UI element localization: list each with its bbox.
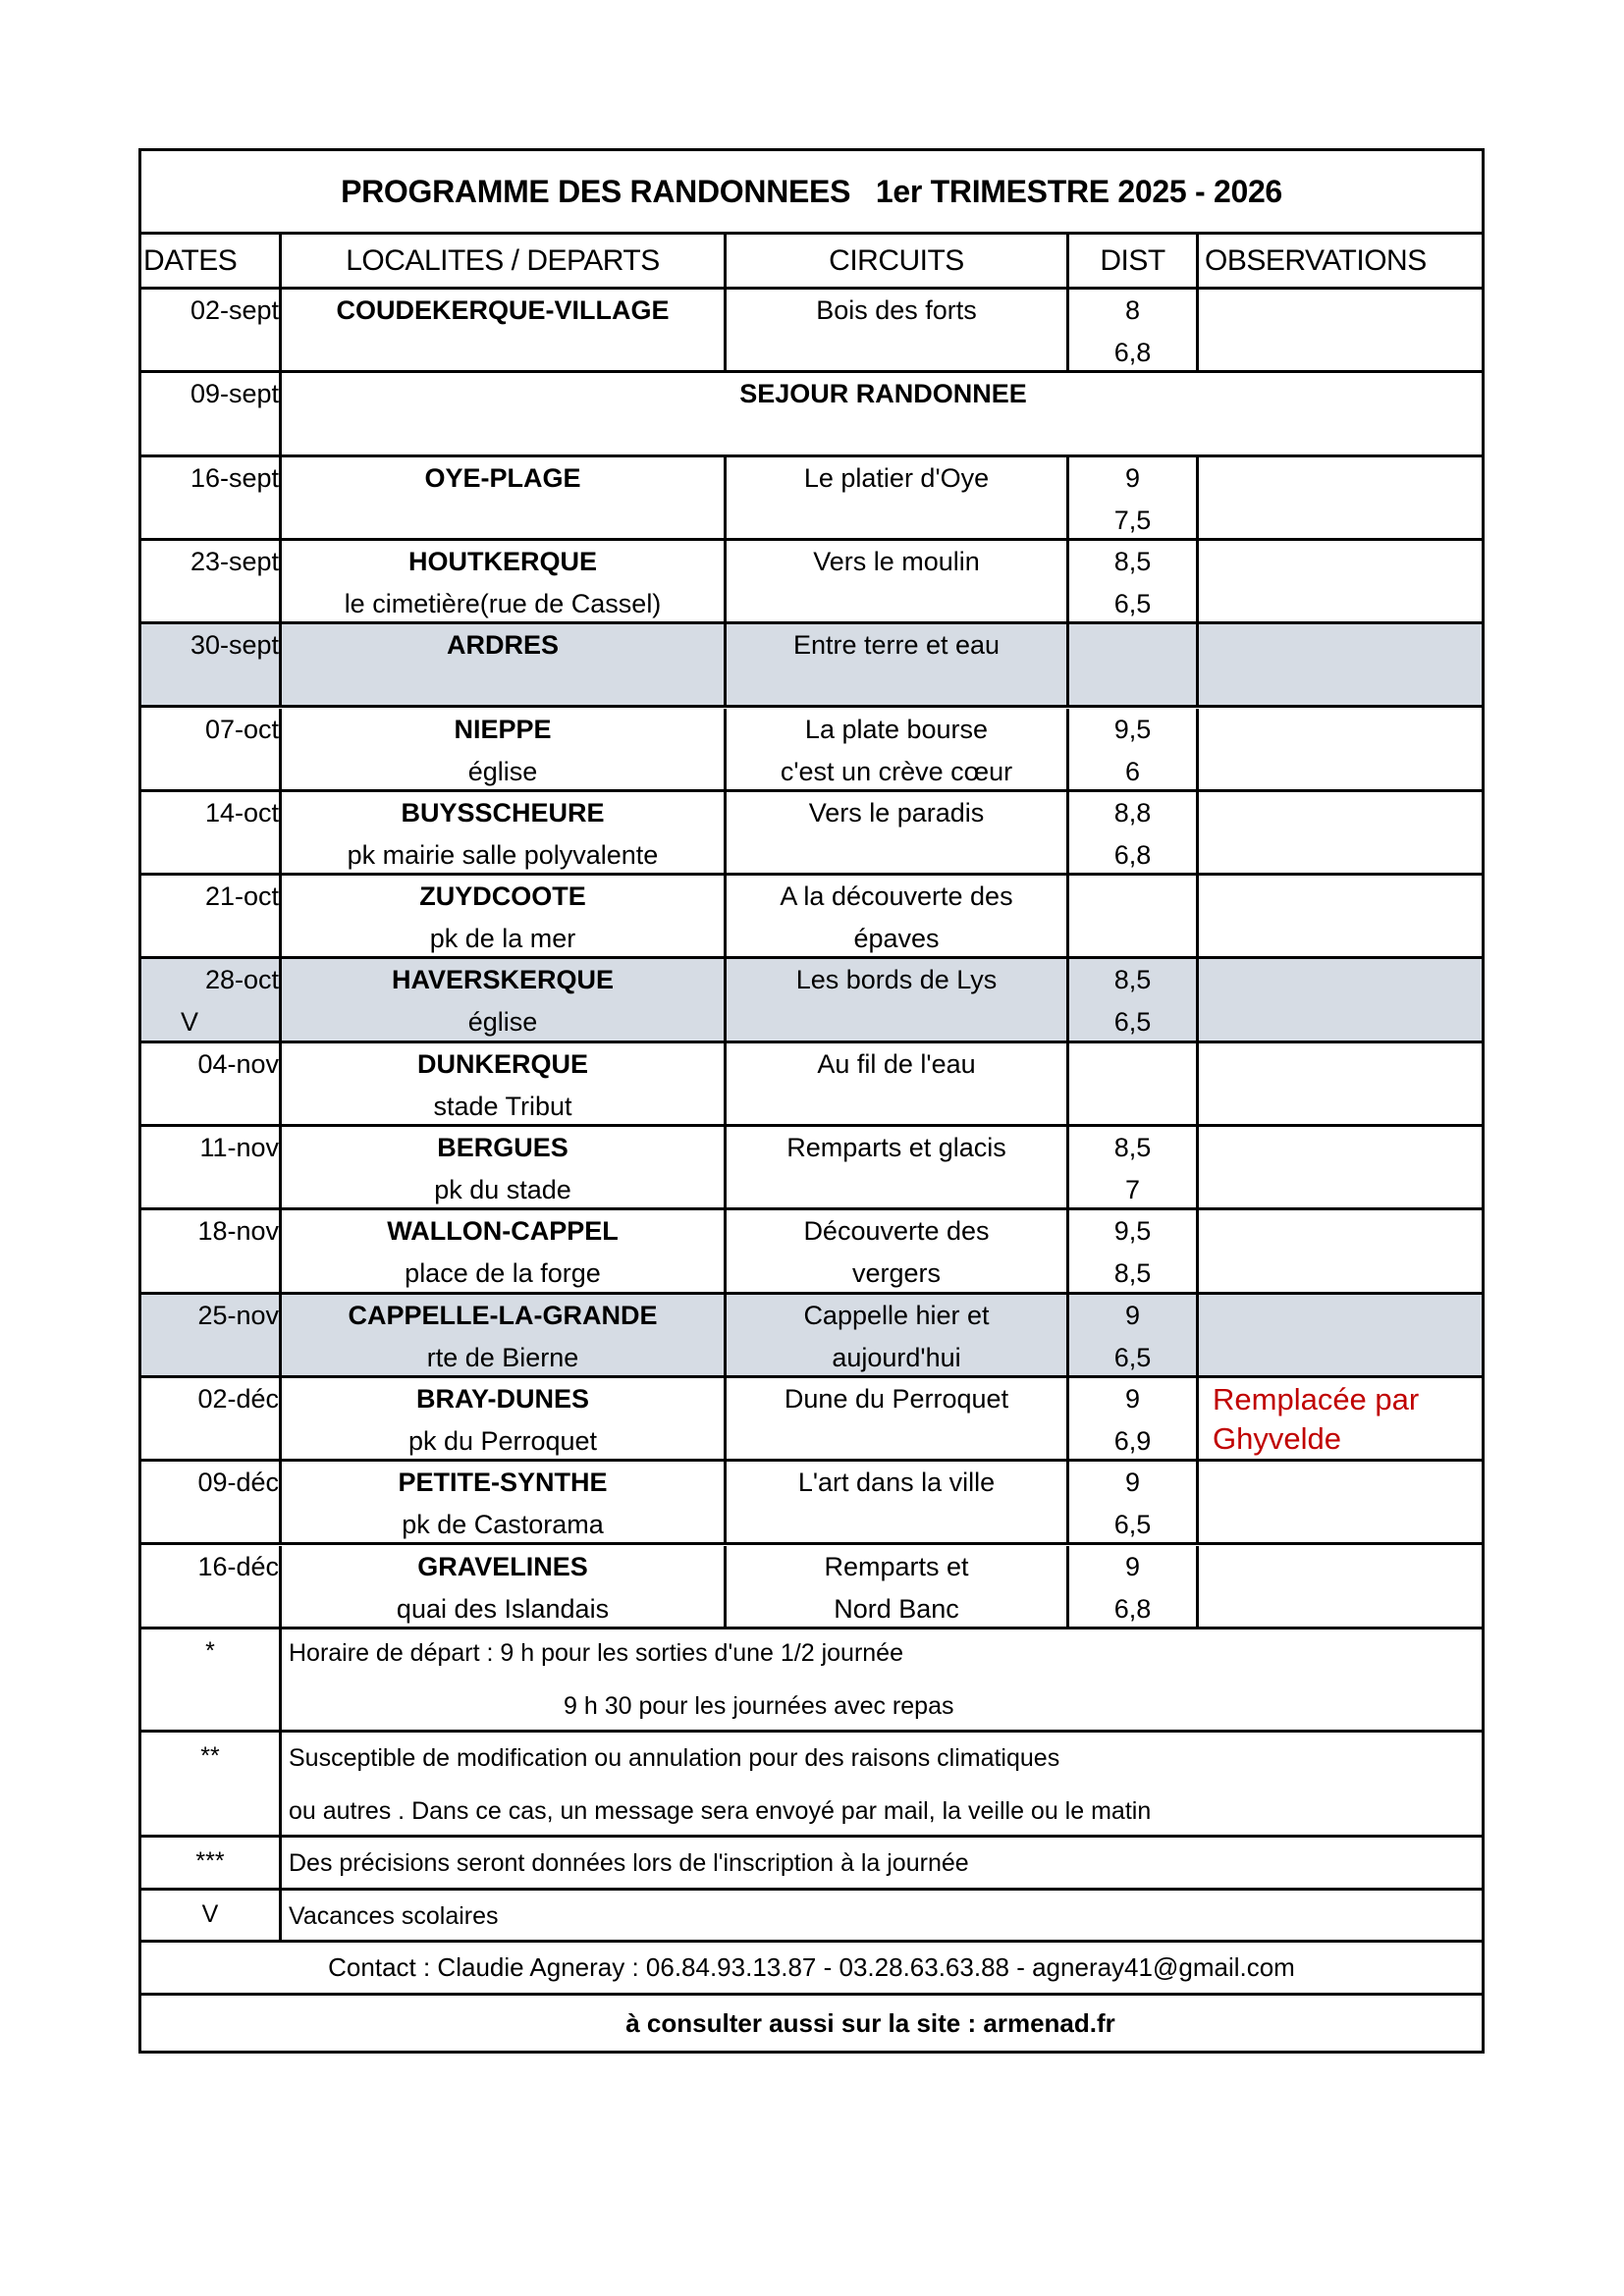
circuit-name-cont: Nord Banc [834, 1593, 959, 1624]
distance-cell [1069, 541, 1199, 621]
circuit-name: Cappelle hier et [803, 1300, 990, 1330]
circuit-name-cont: vergers [851, 1258, 942, 1289]
table-row [141, 373, 1482, 456]
departure-point: pk de Castorama [402, 1510, 604, 1540]
date-cell [141, 373, 282, 454]
distance-cell [1069, 1043, 1199, 1124]
distance-short: 8,5 [1113, 1258, 1152, 1289]
distance-short: 6,5 [1113, 1342, 1152, 1372]
circuit-cell [727, 624, 1069, 705]
date-cell [141, 1295, 282, 1375]
table-row [141, 1043, 1482, 1127]
observations-cell [1199, 1210, 1485, 1291]
distance-cell [1069, 876, 1199, 956]
vacation-marker [141, 1588, 279, 1630]
locality-name: ARDRES [446, 630, 559, 661]
table-row [141, 709, 1482, 792]
date-cell [141, 1378, 282, 1459]
circuit-name-cont [727, 1420, 1066, 1463]
vacation-marker: V [181, 1007, 199, 1038]
distance-long: 9,5 [1113, 714, 1152, 744]
circuit-name: Le platier d'Oye [803, 462, 990, 493]
observations-cell [1199, 624, 1485, 705]
circuit-name-cont [727, 500, 1066, 542]
observations-cell [1199, 1127, 1485, 1207]
table-row [141, 624, 1482, 708]
contact-line: Contact : Claudie Agneray : 06.84.93.13.87 - 03.28.63.63.88 - agneray41@gmail.com [141, 1943, 1482, 1996]
locality-cell [282, 541, 727, 621]
distance-long [1069, 624, 1196, 667]
date-cell [141, 1462, 282, 1542]
vacation-marker [141, 751, 279, 793]
locality-name: CAPPELLE-LA-GRANDE [348, 1300, 658, 1330]
note-line: 9 h 30 pour les journées avec repas [564, 1692, 954, 1720]
locality-name: WALLON-CAPPEL [387, 1216, 619, 1247]
distance-short [1069, 1086, 1196, 1128]
circuit-name-cont [727, 1504, 1066, 1546]
observation-line: Ghyvelde [1213, 1420, 1341, 1456]
departure-point: pk de la mer [429, 924, 576, 954]
header-observations: OBSERVATIONS [1199, 235, 1485, 290]
observation-line: Remplacée par [1213, 1381, 1420, 1416]
circuit-cell [727, 959, 1069, 1040]
locality-cell [282, 792, 727, 873]
circuit-cell [727, 1210, 1069, 1291]
distance-long: 8,5 [1113, 546, 1152, 576]
distance-short: 6 [1124, 756, 1141, 786]
header-circuits: CIRCUITS [727, 235, 1069, 290]
note-line: ou autres . Dans ce cas, un message sera envoyé par mail, la veille ou le matin [289, 1797, 1152, 1825]
distance-cell [1069, 1546, 1199, 1627]
table-row [141, 1378, 1482, 1462]
observations-cell [1199, 1043, 1485, 1124]
table-row [141, 1295, 1482, 1378]
circuit-name: Bois des forts [816, 295, 977, 325]
date-cell [141, 709, 282, 789]
table-row [141, 541, 1482, 624]
date-text: 16-déc [197, 1551, 279, 1581]
vacation-marker [141, 1420, 279, 1463]
date-text: 14-oct [204, 797, 279, 828]
date-text: 28-oct [204, 965, 279, 995]
departure-point: église [467, 756, 538, 786]
departure-point [282, 332, 724, 374]
date-text: 21-oct [204, 881, 279, 912]
observations-cell [1199, 1295, 1485, 1375]
locality-name: BERGUES [437, 1133, 568, 1162]
note-row [141, 1733, 1482, 1838]
distance-long: 9,5 [1113, 1216, 1152, 1247]
date-cell [141, 457, 282, 538]
circuit-cell [727, 457, 1069, 538]
distance-long: 9 [1124, 1468, 1141, 1498]
distance-cell [1069, 1127, 1199, 1207]
departure-point: rte de Bierne [426, 1342, 579, 1372]
locality-name: ZUYDCOOTE [419, 881, 586, 912]
observations-cell [1199, 792, 1485, 873]
observations-cell [1199, 290, 1485, 370]
circuit-name: Remparts et glacis [786, 1133, 1006, 1162]
vacation-marker [141, 834, 279, 877]
observations-cell [1199, 709, 1485, 789]
vacation-marker [141, 500, 279, 542]
locality-cell [282, 959, 727, 1040]
circuit-name: Les bords de Lys [795, 965, 998, 995]
locality-name: BUYSSCHEURE [401, 797, 605, 828]
distance-long: 8 [1124, 295, 1141, 325]
distance-cell [1069, 290, 1199, 370]
distance-short: 6,8 [1113, 839, 1152, 870]
circuit-cell [727, 1462, 1069, 1542]
locality-name: HOUTKERQUE [407, 546, 597, 576]
circuit-name-cont: aujourd'hui [832, 1342, 961, 1372]
departure-point: pk du stade [434, 1175, 571, 1204]
circuit-cell [727, 541, 1069, 621]
observations-cell [1199, 876, 1485, 956]
table-row [141, 792, 1482, 876]
circuit-name: Découverte des [803, 1216, 990, 1247]
locality-cell [282, 1210, 727, 1291]
table-row [141, 290, 1482, 373]
locality-name: NIEPPE [454, 714, 552, 744]
locality-cell [282, 624, 727, 705]
distance-short: 6,5 [1113, 588, 1152, 618]
locality-name: PETITE-SYNTHE [398, 1468, 608, 1498]
header-dates: DATES [141, 235, 282, 290]
departure-point: pk mairie salle polyvalente [347, 839, 659, 870]
note-line: Susceptible de modification ou annulation pour des raisons climatiques [289, 1744, 1060, 1772]
date-cell [141, 1043, 282, 1124]
distance-long: 8,5 [1113, 965, 1152, 995]
locality-cell [282, 290, 727, 370]
date-cell [141, 1127, 282, 1207]
table-row [141, 1210, 1482, 1294]
table-row [141, 457, 1482, 541]
note-text [289, 1628, 1482, 1730]
circuit-cell [727, 1546, 1069, 1627]
circuit-name-cont [727, 1001, 1066, 1043]
distance-short: 6,9 [1113, 1425, 1152, 1456]
circuit-name: Entre terre et eau [792, 630, 1001, 661]
distance-long: 9 [1124, 1383, 1141, 1414]
distance-cell [1069, 1295, 1199, 1375]
locality-name: GRAVELINES [417, 1551, 588, 1581]
date-text: 18-nov [197, 1216, 279, 1247]
note-symbol: V [141, 1891, 282, 1940]
distance-short: 7 [1124, 1175, 1141, 1204]
locality-cell [282, 1127, 727, 1207]
circuit-name-cont: épaves [853, 924, 940, 954]
date-text: 04-nov [197, 1048, 279, 1079]
note-symbol: * [141, 1628, 282, 1730]
vacation-marker [141, 1504, 279, 1546]
date-text: 23-sept [189, 546, 279, 576]
vacation-marker [141, 1253, 279, 1295]
span-cell [282, 373, 1485, 454]
vacation-marker [141, 332, 279, 374]
table-row [141, 1127, 1482, 1210]
locality-cell [282, 876, 727, 956]
table-row [141, 1546, 1482, 1629]
circuit-cell [727, 1043, 1069, 1124]
distance-long: 9 [1124, 1551, 1141, 1581]
date-text: 30-sept [189, 630, 279, 661]
departure-point [282, 667, 724, 709]
vacation-marker [141, 583, 279, 625]
locality-name: HAVERSKERQUE [391, 965, 615, 995]
distance-long: 8,8 [1113, 797, 1152, 828]
observations-cell [1199, 1462, 1485, 1542]
date-text: 11-nov [199, 1133, 279, 1162]
date-text: 16-sept [189, 462, 279, 493]
distance-long [1069, 876, 1196, 918]
distance-cell [1069, 1462, 1199, 1542]
observations-cell [1199, 457, 1485, 538]
date-text: 09-déc [197, 1468, 279, 1498]
vacation-marker [141, 415, 279, 457]
distance-cell [1069, 709, 1199, 789]
locality-cell [282, 1546, 727, 1627]
distance-short: 6,5 [1113, 1510, 1152, 1540]
departure-point: pk du Perroquet [407, 1425, 598, 1456]
date-text: 25-nov [197, 1300, 279, 1330]
locality-cell [282, 1295, 727, 1375]
locality-name: OYE-PLAGE [424, 462, 581, 493]
note-line: Horaire de départ : 9 h pour les sorties d'une 1/2 journée [289, 1639, 903, 1667]
locality-cell [282, 1378, 727, 1459]
observations-cell [1199, 1378, 1485, 1459]
circuit-name-cont [727, 332, 1066, 374]
circuit-name-cont: c'est un crève cœur [780, 756, 1013, 786]
departure-point: stade Tribut [433, 1091, 572, 1121]
distance-short: 6,5 [1113, 1007, 1152, 1038]
note-text [289, 1838, 1482, 1888]
date-cell [141, 792, 282, 873]
distance-long: 8,5 [1113, 1133, 1152, 1162]
observations-cell [1199, 1546, 1485, 1627]
date-cell [141, 624, 282, 705]
locality-cell [282, 457, 727, 538]
locality-cell [282, 1043, 727, 1124]
date-cell [141, 1546, 282, 1627]
circuit-name: Vers le moulin [813, 546, 980, 576]
locality-name: COUDEKERQUE-VILLAGE [336, 295, 670, 325]
circuit-name: L'art dans la ville [797, 1468, 996, 1498]
distance-cell [1069, 959, 1199, 1040]
distance-cell [1069, 1378, 1199, 1459]
note-row [141, 1838, 1482, 1891]
departure-point [282, 500, 724, 542]
observations-cell [1199, 541, 1485, 621]
circuit-cell [727, 290, 1069, 370]
locality-cell [282, 709, 727, 789]
locality-cell [282, 1462, 727, 1542]
departure-point: église [467, 1007, 538, 1038]
distance-short [1069, 918, 1196, 960]
date-cell [141, 959, 282, 1040]
table-row [141, 1462, 1482, 1545]
note-symbol: ** [141, 1733, 282, 1835]
note-text [289, 1733, 1482, 1835]
circuit-cell [727, 1378, 1069, 1459]
circuit-cell [727, 1295, 1069, 1375]
circuit-cell [727, 792, 1069, 873]
departure-point: place de la forge [405, 1258, 601, 1289]
locality-name: BRAY-DUNES [415, 1383, 590, 1414]
circuit-cell [727, 1127, 1069, 1207]
locality-name: DUNKERQUE [416, 1048, 588, 1079]
departure-point: le cimetière(rue de Cassel) [344, 588, 662, 618]
header-localites: LOCALITES / DEPARTS [282, 235, 727, 290]
header-dist: DIST [1069, 235, 1199, 290]
distance-cell [1069, 457, 1199, 538]
distance-cell [1069, 1210, 1199, 1291]
vacation-marker [141, 1169, 279, 1211]
circuit-name-cont [727, 583, 1066, 625]
date-text: 09-sept [189, 379, 279, 409]
distance-short: 7,5 [1113, 505, 1152, 535]
note-row [141, 1891, 1482, 1943]
programme-table [138, 148, 1485, 2054]
note-row [141, 1628, 1482, 1733]
circuit-name: Dune du Perroquet [784, 1383, 1009, 1414]
date-text: 07-oct [204, 714, 279, 744]
distance-short [1069, 667, 1196, 709]
distance-cell [1069, 624, 1199, 705]
circuit-cell [727, 876, 1069, 956]
vacation-marker [141, 667, 279, 709]
vacation-marker [141, 1337, 279, 1379]
observations-cell [1199, 959, 1485, 1040]
circuit-name-cont [727, 1086, 1066, 1128]
span-text: SEJOUR RANDONNEE [739, 379, 1027, 409]
distance-long: 9 [1124, 1300, 1141, 1330]
distance-short: 6,8 [1113, 1593, 1152, 1624]
table-row [141, 959, 1482, 1042]
circuit-cell [727, 709, 1069, 789]
circuit-name: Remparts et [824, 1551, 969, 1581]
note-symbol: *** [141, 1838, 282, 1888]
distance-cell [1069, 792, 1199, 873]
date-cell [141, 541, 282, 621]
distance-long [1069, 1043, 1196, 1086]
note-line: Vacances scolaires [289, 1902, 499, 1930]
date-text: 02-sept [189, 295, 279, 325]
note-text [289, 1891, 1482, 1940]
circuit-name-cont [727, 834, 1066, 877]
circuit-name: A la découverte des [780, 881, 1013, 912]
departure-point: quai des Islandais [396, 1593, 610, 1624]
circuit-name: Vers le paradis [808, 797, 985, 828]
circuit-name: La plate bourse [804, 714, 989, 744]
page-title: PROGRAMME DES RANDONNEES 1er TRIMESTRE 2025 - 2026 [141, 151, 1482, 235]
date-text: 02-déc [197, 1383, 279, 1414]
circuit-name-cont [727, 667, 1066, 709]
vacation-marker [141, 918, 279, 960]
date-cell [141, 290, 282, 370]
circuit-name: Au fil de l'eau [817, 1048, 976, 1079]
distance-long: 9 [1124, 462, 1141, 493]
note-line: Des précisions seront données lors de l'inscription à la journée [289, 1849, 969, 1877]
circuit-name-cont [727, 1169, 1066, 1211]
distance-short: 6,8 [1113, 338, 1152, 367]
date-cell [141, 876, 282, 956]
table-row [141, 876, 1482, 959]
website-line: à consulter aussi sur la site : armenad.fr [625, 2008, 1115, 2038]
date-cell [141, 1210, 282, 1291]
vacation-marker [141, 1086, 279, 1128]
